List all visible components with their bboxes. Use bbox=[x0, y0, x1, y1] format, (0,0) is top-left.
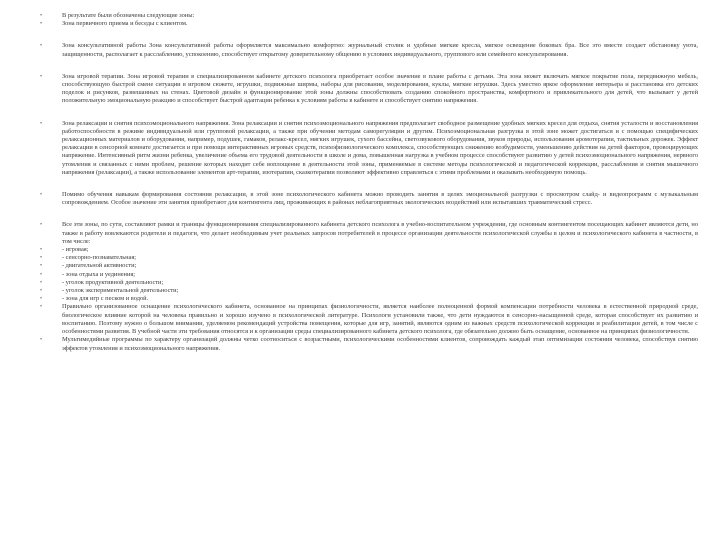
paragraph-text: Мультимедийные программы по характеру организаций должны четко соотноситься с возрастными, психологическими особенностями клиентов, сопровождать каждый этап оптимизации состояния человека, способствуя снятию эффектов утомления и психоэмоционального напряжения. bbox=[62, 336, 698, 352]
list-item bbox=[40, 336, 698, 352]
bullet-icon: • bbox=[40, 263, 43, 270]
paragraph-text: Зона релаксации и снятия психоэмоционального напряжения. Зона релаксации и снятия психоэмоционального напряжения предполагает свободное размещение удобных мягких кресел для отдыха, снятия усталости и восстановления работоспособности в режиме индивидуальной или групповой релаксации, а также при обучении методам саморегуляции и другим. Психоэмоциональная разгрузка в этой зоне может достигаться и с помощью специфических релаксационных материалов и оборудования, например, подушек, гамаков, релакс-кресел, мягких игрушек, сухого бассейна, светозвукового оборудования, звуков природы, использования аромотерапии, тактильных дорожек. Эффект релаксации в сенсорной комнате достигается и при помощи интерактивных игровых средств, психофизиологического комплекса, способствующих снижению возбудимости, уменьшению действия на детей факторов, провоцирующих напряжение. Интенсивный ритм жизни ребенка, увеличение объема его трудовой деятельности в школе и дома, повышенная нагрузка в учебном процессе способствуют развитию у детей психоэмоционального напряжения, нервного утомления и связанных с ними проблем, решение которых находит себе воплощение в деятельности этой зоны, применяемые в системе методы психологической и педагогической коррекции, расслабления и снятия мышечного напряжения (релаксации), а также использование элементов арт-терапии, изотерапии, сказкотерапии позволяют эффективно справляться с этими проблемами и оказывать необходимую помощь. bbox=[62, 119, 698, 176]
paragraph-text: Зона консультативной работы Зона консультативной работы оформляется максимально комфортно: журнальный столик и удобные мягкие кресла, мягкое освещение боковых бра. Все это вместе создает обстановку уюта, защищенности, располагает к расслаблению, успокоению, способствует открытому доверительному общению в условиях индивидуального, группового или семейного консультирования. bbox=[62, 42, 698, 58]
paragraph-text: - игровая; bbox=[62, 246, 89, 254]
paragraph-text: - уголок продуктивной деятельности; bbox=[62, 278, 164, 286]
bullet-icon: • bbox=[40, 73, 43, 80]
bullet-icon: • bbox=[40, 296, 43, 303]
bullet-icon: • bbox=[40, 247, 43, 254]
list-item bbox=[40, 12, 698, 20]
paragraph-text: Помимо обучения навыкам формирования состояния релаксации, в этой зоне психологического кабинета можно проводить занятия в целях эмоциональной разгрузки с просмотром слайд- и видеопрограмм с музыкальным сопровождением. Особое значение эти занятия приобретают для контингента лиц, проживающих в районах неблагоприятных экологических воздействий или испытавших травматический стресс. bbox=[62, 191, 698, 207]
paragraph-text: - уголок экспериментальной деятельности; bbox=[62, 287, 179, 295]
paragraph-text: В результате были обозначены следующие зоны: bbox=[62, 12, 195, 19]
paragraph-text: - зона отдыха и уединения; bbox=[62, 270, 136, 278]
bullet-icon: • bbox=[40, 337, 43, 344]
list-item bbox=[40, 279, 698, 287]
list-item bbox=[40, 287, 698, 295]
paragraph-text: - двигательной активности; bbox=[62, 262, 137, 270]
bullet-icon: • bbox=[40, 43, 43, 50]
paragraph-text: Правильно организованное оснащение психологического кабинета, основанное на принципах физиологичности, является наиболее полноценной формой компенсации потребности человека в естественной природной среде, биологическое влияние которой на человека правильно и хорошо изучено в психологической литературе. Психологи установили также, что дети нуждаются в сенсорно-насыщенной среде, которая способствует их развитию и воспитанию. Поэтому нужно о большом внимании, уделяемом рекомендаций устройства помещения, которые для игр, занятий, являются одним из важных средств психологической коррекции и реабилитации детей, в том числе с особенностями развития. В учебной части эти требования относятся и к организации среды специализированного кабинета детского психолога, где обязательно должно быть оснащение, основанное на принципах физиологичности. bbox=[62, 303, 698, 336]
list-item bbox=[40, 295, 698, 303]
list-item bbox=[40, 42, 698, 58]
bullet-icon: • bbox=[40, 222, 43, 229]
list-item bbox=[40, 254, 698, 262]
paragraph-text: Зона игровой терапии. Зона игровой терапии в специализированном кабинете детского психолога приобретает особое значение в плане работы с детьми. Эта зона может включать мягкое покрытие пола, передвижную мебель, способствующую быстрой смене ситуации в игровом сюжете, игрушки, подвижные ширмы, наборы для рисования, моделирования, куклы, мягкие игрушки. Здесь уместно яркое оформление интерьера и расстановка его детских поделок и рисунков, развешанных на стенах. Цветовой дизайн и функционирование этой зоны должны способствовать созданию спокойного пространства, комфортного и привлекательного для детей, что вызывает у детей положительную эмоциональную реакцию и способствует быстрой адаптации ребенка к условиям работы в кабинете и способствует снятию напряжения. bbox=[62, 72, 698, 105]
list-item bbox=[40, 271, 698, 279]
paragraph-text: Зона первичного приема и беседы с клиентом. bbox=[62, 20, 188, 28]
bullet-icon: • bbox=[40, 192, 43, 199]
bullet-icon: • bbox=[40, 255, 43, 262]
paragraph-text: - сенсорно-познавательная; bbox=[62, 254, 137, 262]
bullet-icon: • bbox=[40, 21, 43, 28]
paragraph-text: Все эти зоны, по сути, составляют рамки и границы функционирования специализированного кабинета детского психолога в учебно-воспитательном учреждении, где основным контингентом посещающих кабинет являются дети, но также в работу вовлекаются родители и педагоги, что делает необходимым учет реальных запросов потребителей в процессе организации деятельности психологической службы в целом и психологического кабинета в частности, в том числе: bbox=[62, 221, 698, 245]
bullet-icon: • bbox=[40, 279, 43, 286]
zones-summary-list bbox=[40, 221, 698, 352]
list-item bbox=[40, 73, 698, 106]
list-item bbox=[40, 246, 698, 254]
bullet-icon: • bbox=[40, 120, 43, 127]
list-item bbox=[40, 303, 698, 336]
list-item bbox=[40, 221, 698, 246]
bullet-icon: • bbox=[40, 304, 43, 311]
bullet-icon: • bbox=[40, 13, 43, 19]
list-item bbox=[40, 262, 698, 270]
paragraph-text: - зона для игр с песком и водой. bbox=[62, 295, 149, 303]
list-item bbox=[40, 20, 698, 28]
list-item bbox=[40, 120, 698, 177]
zones-intro-list bbox=[40, 12, 698, 28]
list-item bbox=[40, 191, 698, 207]
bullet-icon: • bbox=[40, 271, 43, 278]
bullet-icon: • bbox=[40, 288, 43, 295]
